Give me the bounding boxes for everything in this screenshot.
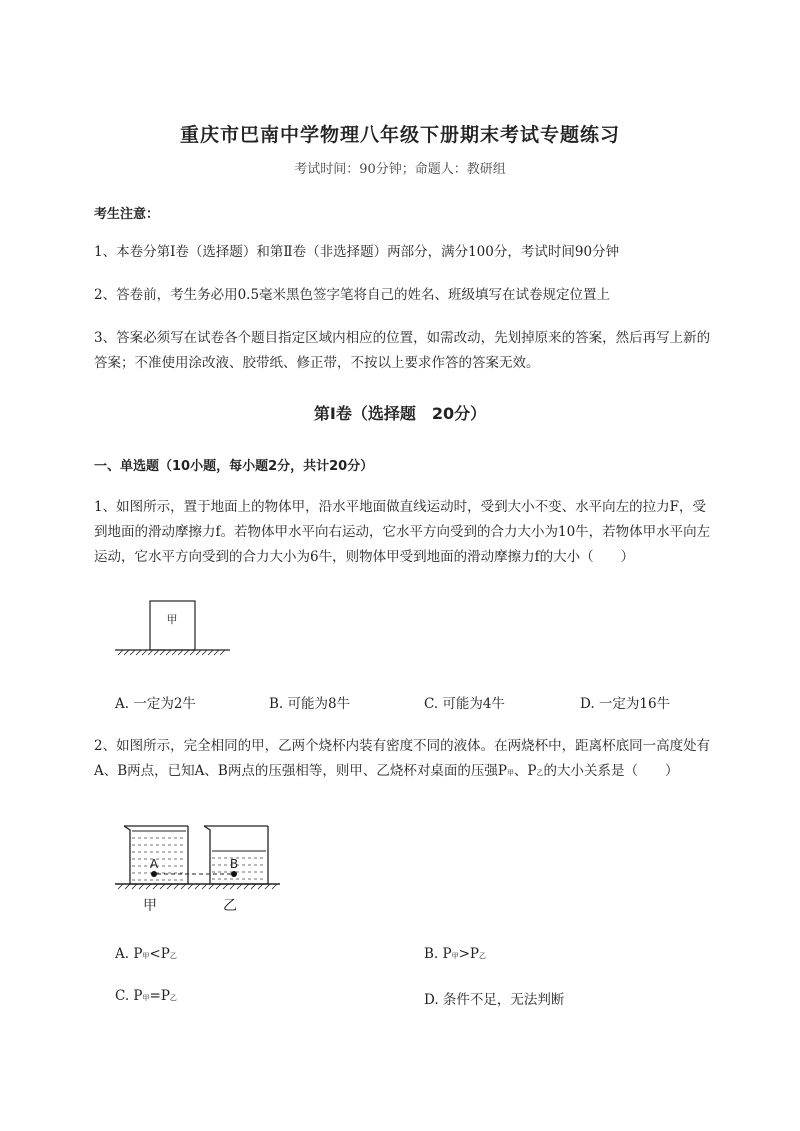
question-2-option-a[interactable]: A. P甲<P乙 (115, 946, 177, 962)
point-a-label: A (149, 857, 159, 871)
question-2-text (94, 734, 714, 786)
question-2-sep: 、P (513, 763, 537, 779)
beaker-jia-label: 甲 (143, 898, 157, 914)
notice-item-1: 1、本卷分第Ⅰ卷（选择题）和第Ⅱ卷（非选择题）两部分，满分100分，考试时间90分钟 (94, 244, 620, 260)
point-b-label: B (229, 857, 239, 871)
page-title: 重庆市巴南中学物理八年级下册期末考试专题练习 (179, 124, 620, 146)
exam-info: 考试时间：90分钟；命题人：教研组 (294, 162, 506, 177)
beaker-jia (124, 826, 188, 884)
notice-item-2: 2、答卷前，考生务必用0.5毫米黑色签字笔将自己的姓名、班级填写在试卷规定位置上 (94, 287, 611, 303)
point-b-dot (231, 871, 237, 877)
question-2-main: 2、如图所示，完全相同的甲，乙两个烧杯内装有密度不同的液体。在两烧杯中，距离杯底同一高度处有A、B两点，已知A、B两点的压强相等，则甲、乙烧杯对桌面的压强P (94, 738, 711, 779)
subscript-yi: 乙 (536, 769, 544, 777)
question-2-end: 的大小关系是（ ） (543, 763, 679, 779)
question-1-text: 1、如图所示，置于地面上的物体甲，沿水平地面做直线运动时，受到大小不变、水平向左的拉力F，受到地面的滑动摩擦力f。若物体甲水平向右运动，它水平方向受到的合力大小为10牛，若物体甲水平向左运动，它水平方向受到的合力大小为6牛，则物体甲受到地面的滑动摩擦力f的大小（ ） (94, 499, 711, 565)
beaker-yi-label: 乙 (223, 898, 237, 914)
question-1-option-c[interactable]: C. 可能为4牛 (424, 696, 506, 712)
notice-item-3: 3、答案必须写在试卷各个题目指定区域内相应的位置，如需改动，先划掉原来的答案，然后再写上新的答案；不准使用涂改液、胶带纸、修正带，不按以上要求作答的答案无效。 (94, 330, 711, 371)
question-1-option-b[interactable]: B. 可能为8牛 (269, 696, 351, 712)
section-title: 第Ⅰ卷（选择题 20分） (313, 404, 487, 423)
question-2-figure (110, 818, 290, 918)
part-heading: 一、单选题（10小题，每小题2分，共计20分） (94, 459, 374, 474)
point-a-dot (151, 871, 157, 877)
ground-hatching (118, 650, 225, 655)
question-2-option-b[interactable]: B. P甲>P乙 (424, 946, 486, 962)
question-2-option-d[interactable]: D. 条件不足，无法判断 (424, 992, 565, 1008)
subscript-jia: 甲 (506, 769, 514, 777)
question-1-option-d[interactable]: D. 一定为16牛 (580, 696, 671, 712)
notice-heading: 考生注意： (94, 207, 160, 222)
question-1-figure (110, 596, 235, 662)
question-1-option-a[interactable]: A. 一定为2牛 (115, 696, 196, 712)
block-jia-label: 甲 (166, 613, 178, 626)
beaker-yi (204, 826, 268, 884)
question-2-option-c[interactable]: C. P甲=P乙 (115, 988, 177, 1004)
